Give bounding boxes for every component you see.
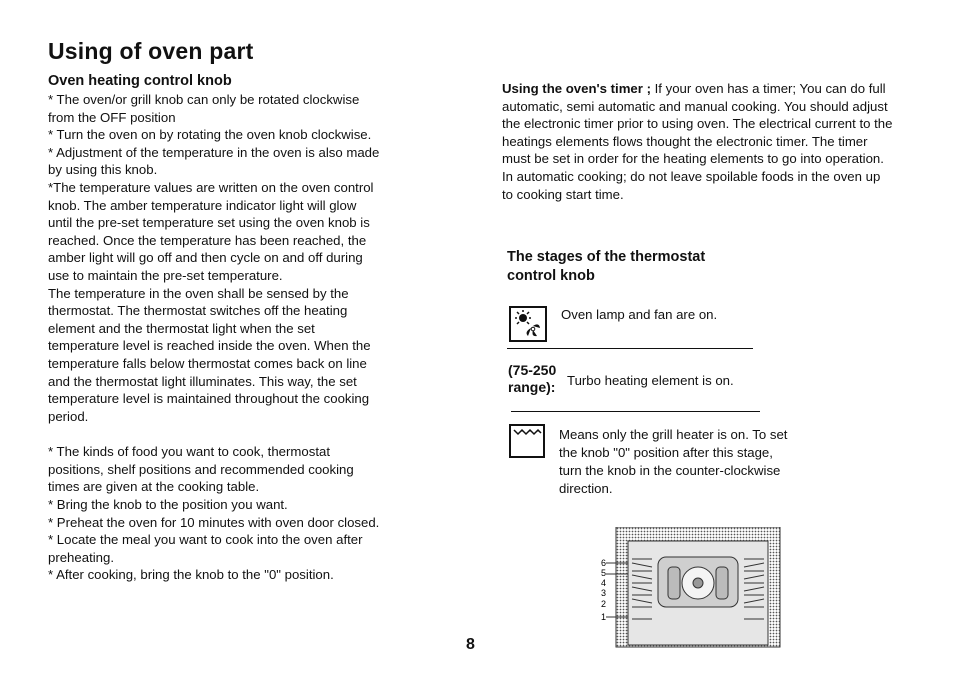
divider — [507, 348, 753, 349]
paragraph: *The temperature values are written on the oven control knob. The amber temperature indicator light will glow until the pre-set temperature set using the oven knob is reached. Once the temperature has been reached, the amber light will go off and then cycle on and off during use to maintain the pre-set temperature. — [48, 179, 374, 283]
timer-text: If your oven has a timer; You can do full automatic, semi automatic and manual cooking. You should adjust the electronic timer prior to using oven. The electrical current to the heatings elements flows thought the electronic timer. The timer must be set in order for the heating elements to go into operation. — [502, 81, 893, 167]
grill-icon — [509, 424, 545, 458]
paragraph: * After cooking, bring the knob to the "0" position. — [48, 567, 334, 583]
stages-heading — [507, 248, 705, 286]
paragraph: * Adjustment of the temperature in the oven is also made by using this knob. — [48, 144, 380, 178]
oven-shelf-diagram — [598, 527, 782, 654]
paragraph: * The kinds of food you want to cook, thermostat positions, shelf positions and recommended cooking times are given at the cooking table. — [48, 444, 354, 495]
shelf-number: 1 — [601, 612, 607, 622]
oven-cavity-illustration — [598, 527, 782, 649]
paragraph: The temperature in the oven shall be sensed by the thermostat. The thermostat switches off the heating element and the thermostat light when the set temperature level is reached inside the oven. When the temperature falls below thermostat comes back on line and the thermostat light illuminates. This way, the set temperature level is maintained throughout the cooking period. — [48, 285, 371, 424]
paragraph: * Locate the meal you want to cook into the oven after preheating. — [48, 532, 363, 565]
paragraph: * Preheat the oven for 10 minutes with oven door closed. — [48, 514, 380, 530]
timer-section — [502, 80, 894, 203]
timer-paragraph — [502, 80, 894, 168]
stage-2-text: Turbo heating element is on. — [567, 373, 734, 388]
shelf-number: 3 — [601, 588, 607, 598]
paragraph: * The oven/or grill knob can only be rotated clockwise from the OFF position — [48, 92, 360, 125]
paragraph: * Turn the oven on by rotating the oven knob clockwise. — [48, 127, 372, 143]
page-number: 8 — [466, 636, 475, 653]
paragraph: * Bring the knob to the position you want. — [48, 497, 288, 513]
divider — [511, 411, 760, 412]
stage-3-text: Means only the grill heater is on. To set the knob "0" position after this stage, turn the knob in the counter-clockwise direction. — [559, 427, 788, 496]
shelf-number: 2 — [601, 599, 607, 609]
stages-heading-line-1: The stages of the thermostat — [507, 249, 706, 265]
shelf-number: 6 — [601, 558, 607, 568]
range-label-line-2: range): — [508, 379, 556, 395]
timer-paragraph-2: In automatic cooking; do not leave spoilable foods in the oven up to cooking start time. — [502, 168, 881, 202]
range-label-line-1: (75-250 — [508, 362, 557, 378]
range-label — [508, 362, 568, 396]
stage-1-text: Oven lamp and fan are on. — [561, 307, 718, 322]
shelf-number: 4 — [601, 578, 607, 588]
lamp-fan-icon — [509, 306, 547, 342]
knob-heading: Oven heating control knob — [48, 73, 232, 89]
stages-heading-line-2: control knob — [507, 268, 595, 284]
timer-lead: Using the oven's timer ; — [502, 81, 651, 96]
page-title: Using of oven part — [48, 38, 254, 64]
shelf-number: 5 — [601, 568, 607, 578]
left-column — [48, 72, 380, 584]
